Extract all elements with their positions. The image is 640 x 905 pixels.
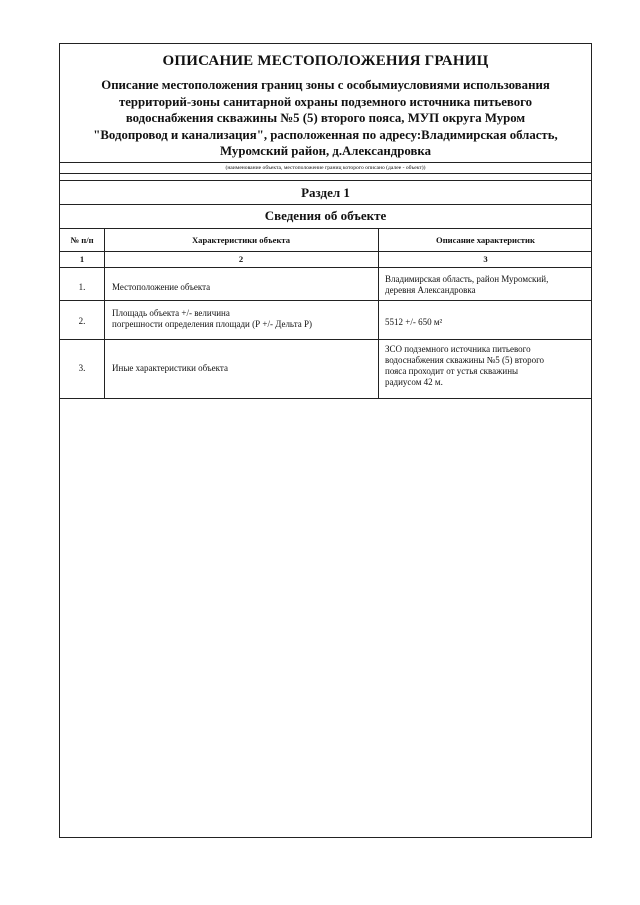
cell-line: Площадь объекта +/- величина bbox=[112, 308, 230, 318]
rule bbox=[60, 251, 591, 252]
cell-line: деревня Александровка bbox=[385, 285, 476, 295]
caption-rule bbox=[60, 162, 591, 163]
cell-line: Местоположение объекта bbox=[112, 282, 211, 292]
subtitle-line: водоснабжения скважины №5 (5) второго пояса, МУП округа Муром bbox=[125, 111, 526, 125]
document-title: ОПИСАНИЕ МЕСТОПОЛОЖЕНИЯ ГРАНИЦ bbox=[162, 53, 489, 69]
rule bbox=[60, 180, 591, 181]
cell-line: водоснабжения скважины №5 (5) второго bbox=[385, 355, 545, 365]
rule bbox=[60, 267, 591, 268]
column-number: 1 bbox=[79, 254, 85, 264]
column-header-number: № п/п bbox=[70, 235, 94, 245]
row-characteristic bbox=[112, 308, 374, 330]
subtitle-line: Описание местоположения границ зоны с особымиусловиями использования bbox=[101, 78, 550, 92]
object-caption: (наименование объекта, местоположение границ которого описано (далее - объект)) bbox=[225, 165, 426, 171]
cell-line: Владимирская область, район Муромский, bbox=[385, 274, 549, 284]
subsection-title: Сведения об объекте bbox=[264, 208, 387, 223]
row-description bbox=[385, 344, 590, 388]
cell-line: радиусом 42 м. bbox=[385, 377, 443, 387]
rule bbox=[60, 228, 591, 229]
rule bbox=[60, 339, 591, 340]
row-number: 2. bbox=[78, 316, 86, 326]
row-characteristic bbox=[112, 282, 372, 293]
section-title: Раздел 1 bbox=[301, 185, 350, 200]
document-subtitle bbox=[70, 77, 581, 160]
rule bbox=[60, 300, 591, 301]
column-number: 2 bbox=[238, 254, 244, 264]
row-characteristic bbox=[112, 363, 372, 374]
row-description bbox=[385, 274, 590, 296]
rule bbox=[60, 173, 591, 174]
rule bbox=[60, 204, 591, 205]
row-number: 3. bbox=[78, 363, 86, 373]
cell-line: погрешности определения площади (Р +/- Дельта Р) bbox=[112, 319, 312, 329]
subtitle-line: территорий-зоны санитарной охраны подземного источника питьевого bbox=[118, 94, 533, 109]
cell-line: ЗСО подземного источника питьевого bbox=[385, 344, 531, 354]
cell-line: Иные характеристики объекта bbox=[112, 363, 228, 373]
row-number: 1. bbox=[78, 282, 86, 292]
rule bbox=[60, 398, 591, 399]
row-description bbox=[385, 317, 590, 328]
cell-line: пояса проходит от устья скважины bbox=[385, 366, 519, 376]
column-number: 3 bbox=[483, 254, 488, 264]
cell-line: 5512 +/- 650 м² bbox=[385, 317, 443, 327]
column-header-description: Описание характеристик bbox=[436, 235, 535, 245]
column-header-characteristic: Характеристики объекта bbox=[191, 235, 291, 245]
subtitle-line: "Водопровод и канализация", расположенная по адресу:Владимирская область, bbox=[93, 127, 558, 142]
document-frame bbox=[59, 43, 592, 838]
subtitle-line: Муромский район, д.Александровка bbox=[220, 144, 431, 158]
